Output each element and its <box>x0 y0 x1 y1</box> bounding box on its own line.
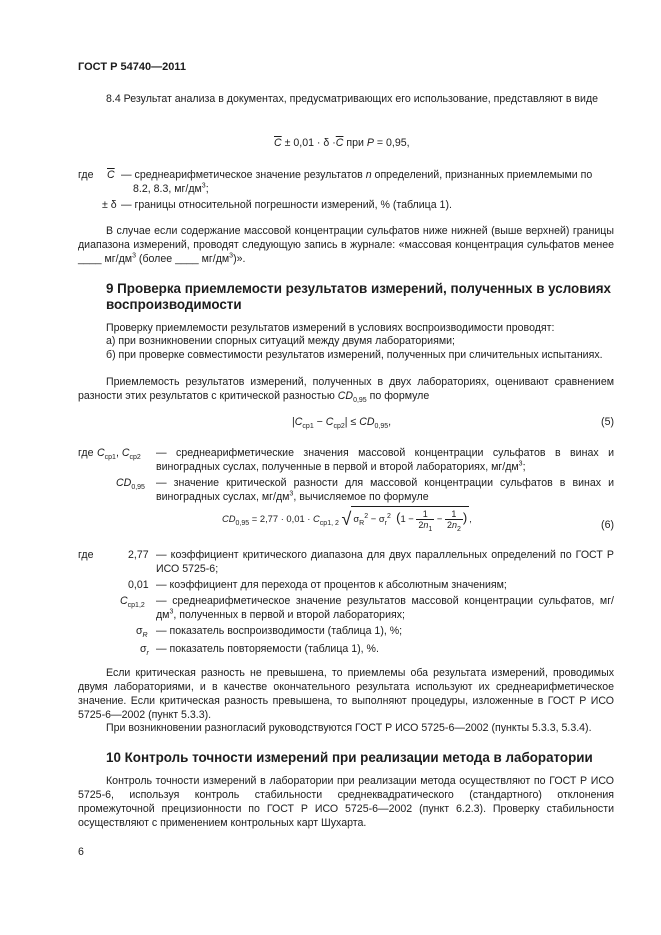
coef-277: 2,77 <box>128 549 149 561</box>
paragraph-8-4: 8.4 Результат анализа в документах, предусматривающих его использование, представляют в виде <box>106 93 599 105</box>
paragraph-note: В случае если содержание массовой концентрации сульфатов ниже нижней (выше верхней) границы диапазона измерений, проводят следующую запись в журнале: «массовая концентрация сульфатов менее ____ $мг/дм^3$ (более ____ $мг/дм^3$)». <box>78 225 614 265</box>
symbol-c-sr: $C_{ср1}$, $C_{ср2}$ <box>97 447 141 462</box>
document-header: ГОСТ Р 54740—2011 <box>78 61 186 73</box>
def-coef-277: — коэффициент критического диапазона для двух параллельных определений по ГОСТ Р ИСО 5725-6; <box>156 549 614 575</box>
symbol-sigma-r: $\sigma_r$ <box>140 643 149 658</box>
symbol-c-12: $C_{ср1,2}$ <box>120 595 145 610</box>
def-c-mean-line2: 8.2, 8.3, $мг/дм^3$; <box>133 182 209 195</box>
section-9-title-line1: 9 Проверка приемлемости результатов измерений, полученных в условиях <box>106 281 611 296</box>
symbol-c-mean: $\overline{C}$ <box>107 169 115 181</box>
symbol-sigma-r-big: $\sigma_R$ <box>136 625 148 640</box>
section-9-paragraph: Приемлемость результатов измерений, полученных в двух лабораториях, оценивают сравнением разности этих результатов с критической разностью $CD_{0,95}$ по формуле <box>78 376 614 405</box>
section-9-item-b: б) при проверке совместимости результатов измерений, полученных при сличительных испытаниях. <box>106 349 603 361</box>
formula-6: $CD_{0,95} = 2,77 \cdot 0,01 \cdot C_{ср1, 2}$ √ $\sigma_R^2 - \sigma_r^2$ (1 − $\frac{1}{2n_1}$ − $\frac{1}{2n_2}$ ) , <box>222 506 472 530</box>
symbol-delta: ± δ <box>102 199 117 211</box>
section-10-paragraph: Контроль точности измерений в лаборатории при реализации метода осуществляют по ГОСТ Р ИСО 5725-6, используя контроль стабильности среднеквадратического (стандартного) отклонения промежуточной прецизионности по ГОСТ Р ИСО 5725-6—2002 (пункт 6.2.3). Проверку стабильности осуществляют с применением контрольных карт Шухарта. <box>78 775 614 829</box>
symbol-cd: $CD_{0,95}$ <box>116 477 145 492</box>
page-number: 6 <box>78 846 84 858</box>
section-10-title: 10 Контроль точности измерений при реализации метода в лаборатории <box>106 750 593 765</box>
formula-result: $\overline{C} \pm 0,01 \cdot \delta \cdot\overline{C}$ при P = 0,95, <box>274 137 410 149</box>
def-c-mean-line1: — среднеарифметическое значение результатов n определений, признанных приемлемыми по <box>121 169 593 181</box>
def-cd: — значение критической разности для массовой концентрации сульфатов в винах и виноградных суслах, $мг/дм^3$, вычисляемое по формуле <box>156 477 614 503</box>
where-label-2: где <box>78 447 94 459</box>
formula-6-number: (6) <box>601 519 614 531</box>
where-label-3: где <box>78 549 94 561</box>
def-coef-001: — коэффициент для перехода от процентов к абсолютным значениям; <box>156 579 507 591</box>
def-c-sr: — среднеарифметические значения массовой концентрации сульфатов в винах и виноградных суслах, полученные в первой и второй лабораториях, $мг/дм^3$; <box>156 447 614 473</box>
formula-5: $|C_{ср1} - C_{ср2}| \le CD_{0,95}$, <box>292 416 392 431</box>
section-9-paragraph-2: Если критическая разность не превышена, то приемлемы оба результата измерений, проводимых двумя лабораториями, и в качестве окончательного результата используют их среднеарифметическое значение. Если критическая разность превышена, то выполняют процедуры, изложенные в ГОСТ Р ИСО 5725-6—2002 (пункт 5.3.3). <box>78 667 614 721</box>
def-sigma-r: — показатель повторяемости (таблица 1), %. <box>156 643 379 655</box>
coef-001: 0,01 <box>128 579 149 591</box>
def-delta: — границы относительной погрешности измерений, % (таблица 1). <box>121 199 452 211</box>
where-label: где <box>78 169 94 181</box>
section-9-item-a: а) при возникновении спорных ситуаций между двумя лабораториями; <box>106 335 455 347</box>
def-c-12: — среднеарифметическое значение результатов массовой концентрации сульфатов, $мг/дм^3$, полученных в первой и второй лабораториях; <box>156 595 614 621</box>
def-sigma-r-big: — показатель воспроизводимости (таблица 1), %; <box>156 625 403 637</box>
section-9-paragraph-3: При возникновении разногласий руководствуются ГОСТ Р ИСО 5725-6—2002 (пункты 5.3.3, 5.3.4). <box>106 722 592 734</box>
section-9-title-line2: воспроизводимости <box>106 297 242 312</box>
formula-5-number: (5) <box>601 416 614 428</box>
section-9-intro: Проверку приемлемости результатов измерений в условиях воспроизводимости проводят: <box>106 322 555 334</box>
